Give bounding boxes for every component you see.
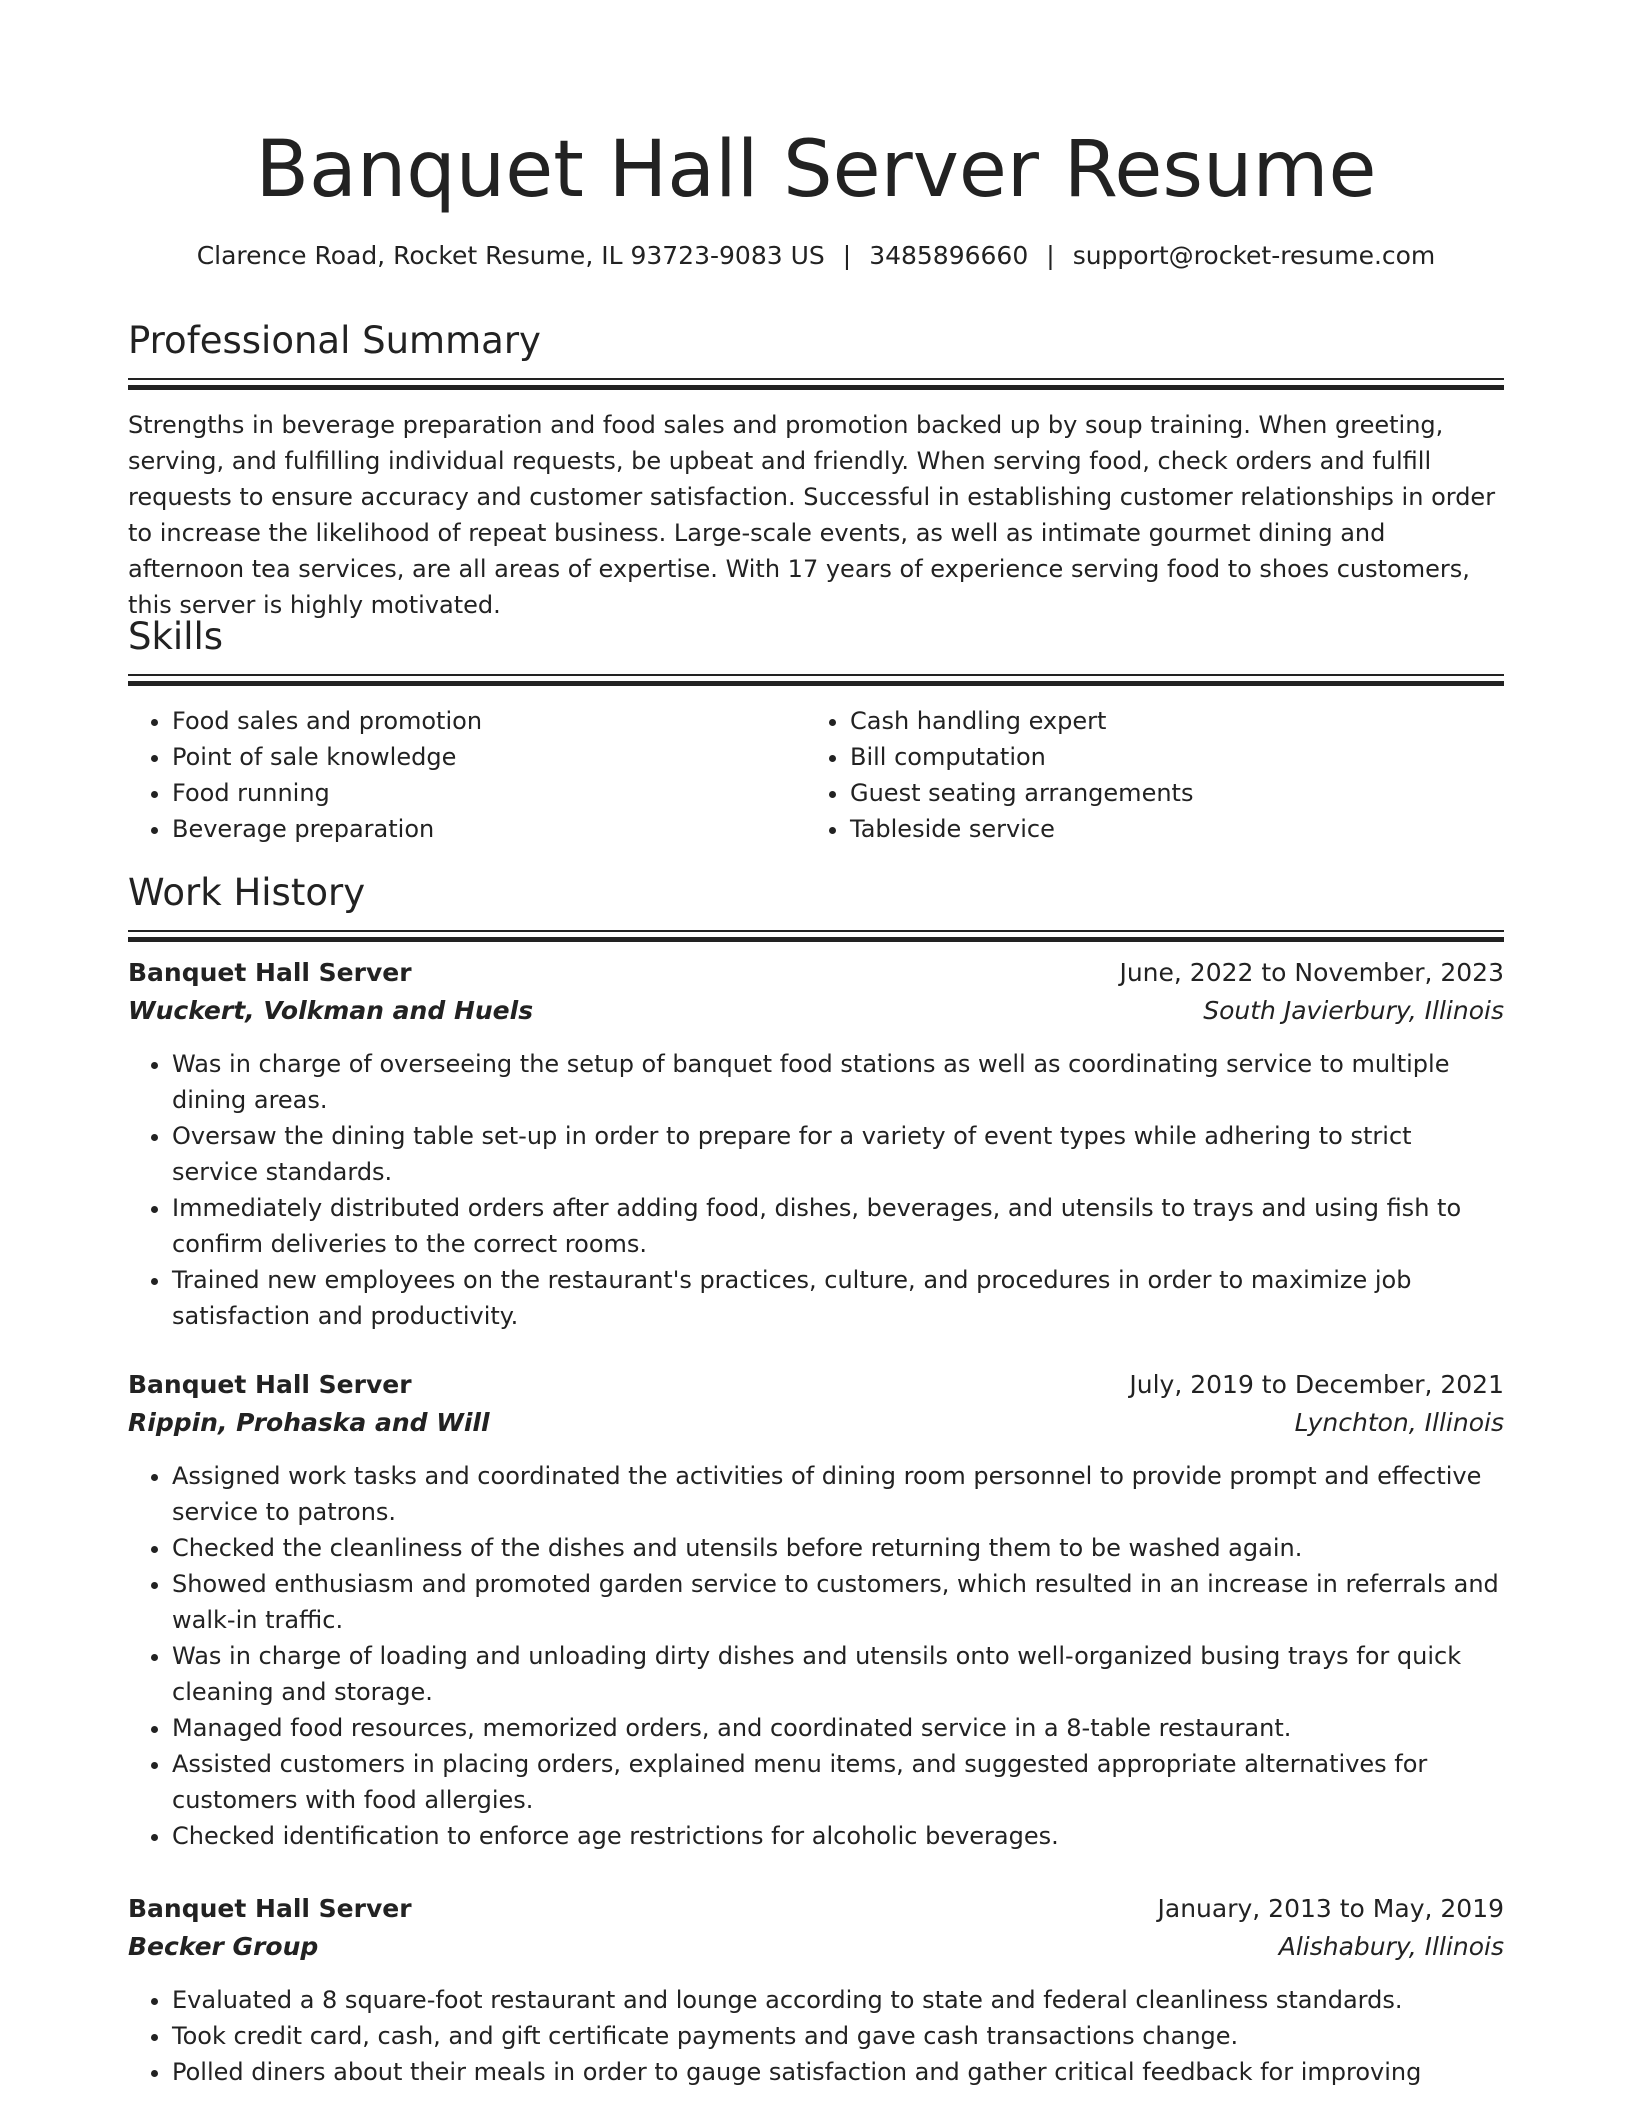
divider-thick-line [128, 681, 1504, 686]
job-bullet: • Was in charge of overseeing the setup of banquet food stations as well as coordinating service to multiple dining areas. [172, 1046, 1504, 1118]
job-bullet: • Showed enthusiasm and promoted garden service to customers, which resulted in an increase in referrals and walk-in traffic. [172, 1566, 1504, 1638]
divider-thick-line [128, 385, 1504, 390]
skill-item: • Food sales and promotion [172, 703, 806, 739]
skill-item: • Guest seating arrangements [850, 775, 1484, 811]
skill-item: • Cash handling expert [850, 703, 1484, 739]
job-bullet: • Assisted customers in placing orders, explained menu items, and suggested appropriate alternatives for customers with food allergies. [172, 1746, 1504, 1818]
summary-heading: Professional Summary [128, 319, 541, 362]
skill-item: • Tableside service [850, 811, 1484, 847]
job-title: Banquet Hall Server [128, 1894, 412, 1923]
skills-column-left [128, 703, 806, 847]
job-company: Wuckert, Volkman and Huels [128, 996, 534, 1025]
work-section-header [128, 868, 1504, 918]
section-divider [128, 930, 1504, 942]
skill-item: • Food running [172, 775, 806, 811]
job-title: Banquet Hall Server [128, 958, 412, 987]
skills-section-header [128, 612, 1504, 662]
contact-address: Clarence Road, Rocket Resume, IL 93723-9083 US [196, 241, 825, 270]
divider-thin-line [128, 378, 1504, 380]
job-employer-row [128, 992, 1504, 1030]
job-bullets [128, 1458, 1504, 1854]
contact-separator: | [1046, 241, 1055, 270]
contact-line [128, 238, 1504, 274]
job-entry [128, 954, 1504, 1334]
summary-section-header [128, 316, 1504, 366]
divider-thin-line [128, 674, 1504, 676]
job-bullet: • Immediately distributed orders after adding food, dishes, beverages, and utensils to trays and using fish to confirm deliveries to the correct rooms. [172, 1190, 1504, 1262]
divider-thick-line [128, 937, 1504, 942]
skill-item: • Beverage preparation [172, 811, 806, 847]
job-bullet: • Evaluated a 8 square-foot restaurant and lounge according to state and federal cleanliness standards. [172, 1982, 1504, 2018]
job-location: Alishabury, Illinois [1278, 1932, 1504, 1961]
divider-thin-line [128, 930, 1504, 932]
work-heading: Work History [128, 871, 366, 914]
skill-item: • Bill computation [850, 739, 1484, 775]
section-divider [128, 674, 1504, 686]
skill-item: • Point of sale knowledge [172, 739, 806, 775]
job-company: Rippin, Prohaska and Will [128, 1408, 490, 1437]
skills-column-right [806, 703, 1484, 847]
section-divider [128, 378, 1504, 390]
job-employer-row [128, 1404, 1504, 1442]
skills-heading: Skills [128, 615, 224, 658]
job-bullet: • Polled diners about their meals in order to gauge satisfaction and gather critical feedback for improving [172, 2054, 1504, 2090]
job-header-row [128, 1366, 1504, 1404]
job-bullets [128, 1046, 1504, 1334]
job-header-row [128, 954, 1504, 992]
job-entry [128, 1890, 1504, 2090]
summary-text: Strengths in beverage preparation and food sales and promotion backed up by soup training. When greeting, serving, and fulfilling individual requests, be upbeat and friendly. When serving food, check orders and fulfill requests to ensure accuracy and customer satisfaction. Successful in establishing customer relationships in order to increase the likelihood of repeat business. Large-scale events, as well as intimate gourmet dining and afternoon tea services, are all areas of expertise. With 17 years of experience serving food to shoes customers, this server is highly motivated. [128, 411, 1496, 619]
contact-email: support@rocket-resume.com [1072, 241, 1436, 270]
contact-phone: 3485896660 [869, 241, 1029, 270]
job-bullet: • Checked the cleanliness of the dishes and utensils before returning them to be washed again. [172, 1530, 1504, 1566]
job-bullet: • Was in charge of loading and unloading dirty dishes and utensils onto well-organized busing trays for quick cleaning and storage. [172, 1638, 1504, 1710]
job-location: South Javierbury, Illinois [1203, 996, 1504, 1025]
job-company: Becker Group [128, 1932, 319, 1961]
job-bullet: • Managed food resources, memorized orders, and coordinated service in a 8-table restaurant. [172, 1710, 1504, 1746]
job-header-row [128, 1890, 1504, 1928]
job-location: Lynchton, Illinois [1294, 1408, 1504, 1437]
job-bullet: • Trained new employees on the restaurant's practices, culture, and procedures in order to maximize job satisfaction and productivity. [172, 1262, 1504, 1334]
job-employer-row [128, 1928, 1504, 1966]
job-entry [128, 1366, 1504, 1854]
skills-list [128, 703, 1504, 847]
job-title: Banquet Hall Server [128, 1370, 412, 1399]
job-bullets [128, 1982, 1504, 2090]
job-dates: January, 2013 to May, 2019 [1157, 1894, 1504, 1923]
job-bullet: • Took credit card, cash, and gift certificate payments and gave cash transactions change. [172, 2018, 1504, 2054]
job-bullet: • Checked identification to enforce age restrictions for alcoholic beverages. [172, 1818, 1504, 1854]
resume-title: Banquet Hall Server Resume [255, 125, 1377, 215]
job-dates: June, 2022 to November, 2023 [1119, 958, 1504, 987]
contact-separator: | [842, 241, 852, 270]
job-bullet: • Oversaw the dining table set-up in order to prepare for a variety of event types while adhering to strict service standards. [172, 1118, 1504, 1190]
job-bullet: • Assigned work tasks and coordinated the activities of dining room personnel to provide prompt and effective service to patrons. [172, 1458, 1504, 1530]
job-dates: July, 2019 to December, 2021 [1129, 1370, 1504, 1399]
